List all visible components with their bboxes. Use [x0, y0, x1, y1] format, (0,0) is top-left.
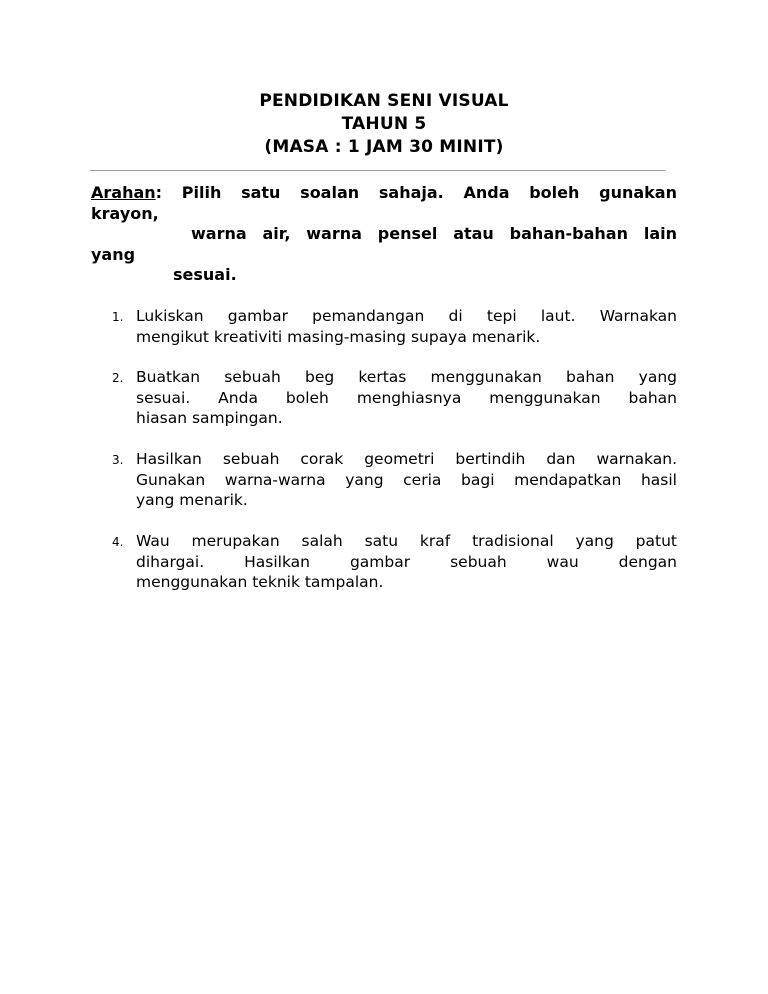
question-line: Gunakan warna-warna yang ceria bagi mendapatkan hasil [136, 470, 677, 489]
instruction-label: Arahan [91, 183, 156, 202]
question-number: 1. [112, 310, 124, 324]
question-text [136, 531, 677, 593]
instruction-line-5: sesuai. [173, 265, 237, 284]
question-text [136, 367, 677, 429]
question-text [136, 306, 677, 347]
question-number: 2. [112, 371, 124, 385]
question-line: sesuai. Anda boleh menghiasnya menggunakan bahan [136, 388, 677, 407]
question-number: 3. [112, 453, 124, 467]
question-number: 4. [112, 535, 124, 549]
question-line: menggunakan teknik tampalan. [136, 573, 384, 591]
question-line: mengikut kreativiti masing-masing supaya menarik. [136, 327, 541, 346]
question-line: Buatkan sebuah beg kertas menggunakan bahan yang [136, 368, 677, 386]
instruction-line-3: warna air, warna pensel atau bahan-bahan lain [191, 224, 677, 243]
instruction-line-2: krayon, [91, 203, 159, 223]
instruction-line-1 [91, 183, 677, 204]
instruction-text-1: : Pilih satu soalan sahaja. Anda boleh gunakan [155, 183, 677, 202]
question-line: Lukiskan gambar pemandangan di tepi laut. Warnakan [136, 307, 677, 325]
question-line: dihargai. Hasilkan gambar sebuah wau dengan [136, 552, 677, 571]
subject-title: PENDIDIKAN SENI VISUAL [259, 91, 509, 111]
document-header [0, 90, 768, 159]
instruction-block [91, 183, 677, 286]
question-line: Wau merupakan salah satu kraf tradisional yang patut [136, 532, 677, 550]
question-line: Hasilkan sebuah corak geometri bertindih dan warnakan. [136, 450, 677, 468]
year-title: TAHUN 5 [341, 114, 427, 134]
duration-title: (MASA : 1 JAM 30 MINIT) [264, 137, 504, 157]
header-divider [90, 170, 665, 171]
question-line: yang menarik. [136, 491, 248, 509]
question-line: hiasan sampingan. [136, 409, 283, 427]
question-text [136, 449, 677, 511]
instruction-line-4: yang [91, 244, 136, 264]
